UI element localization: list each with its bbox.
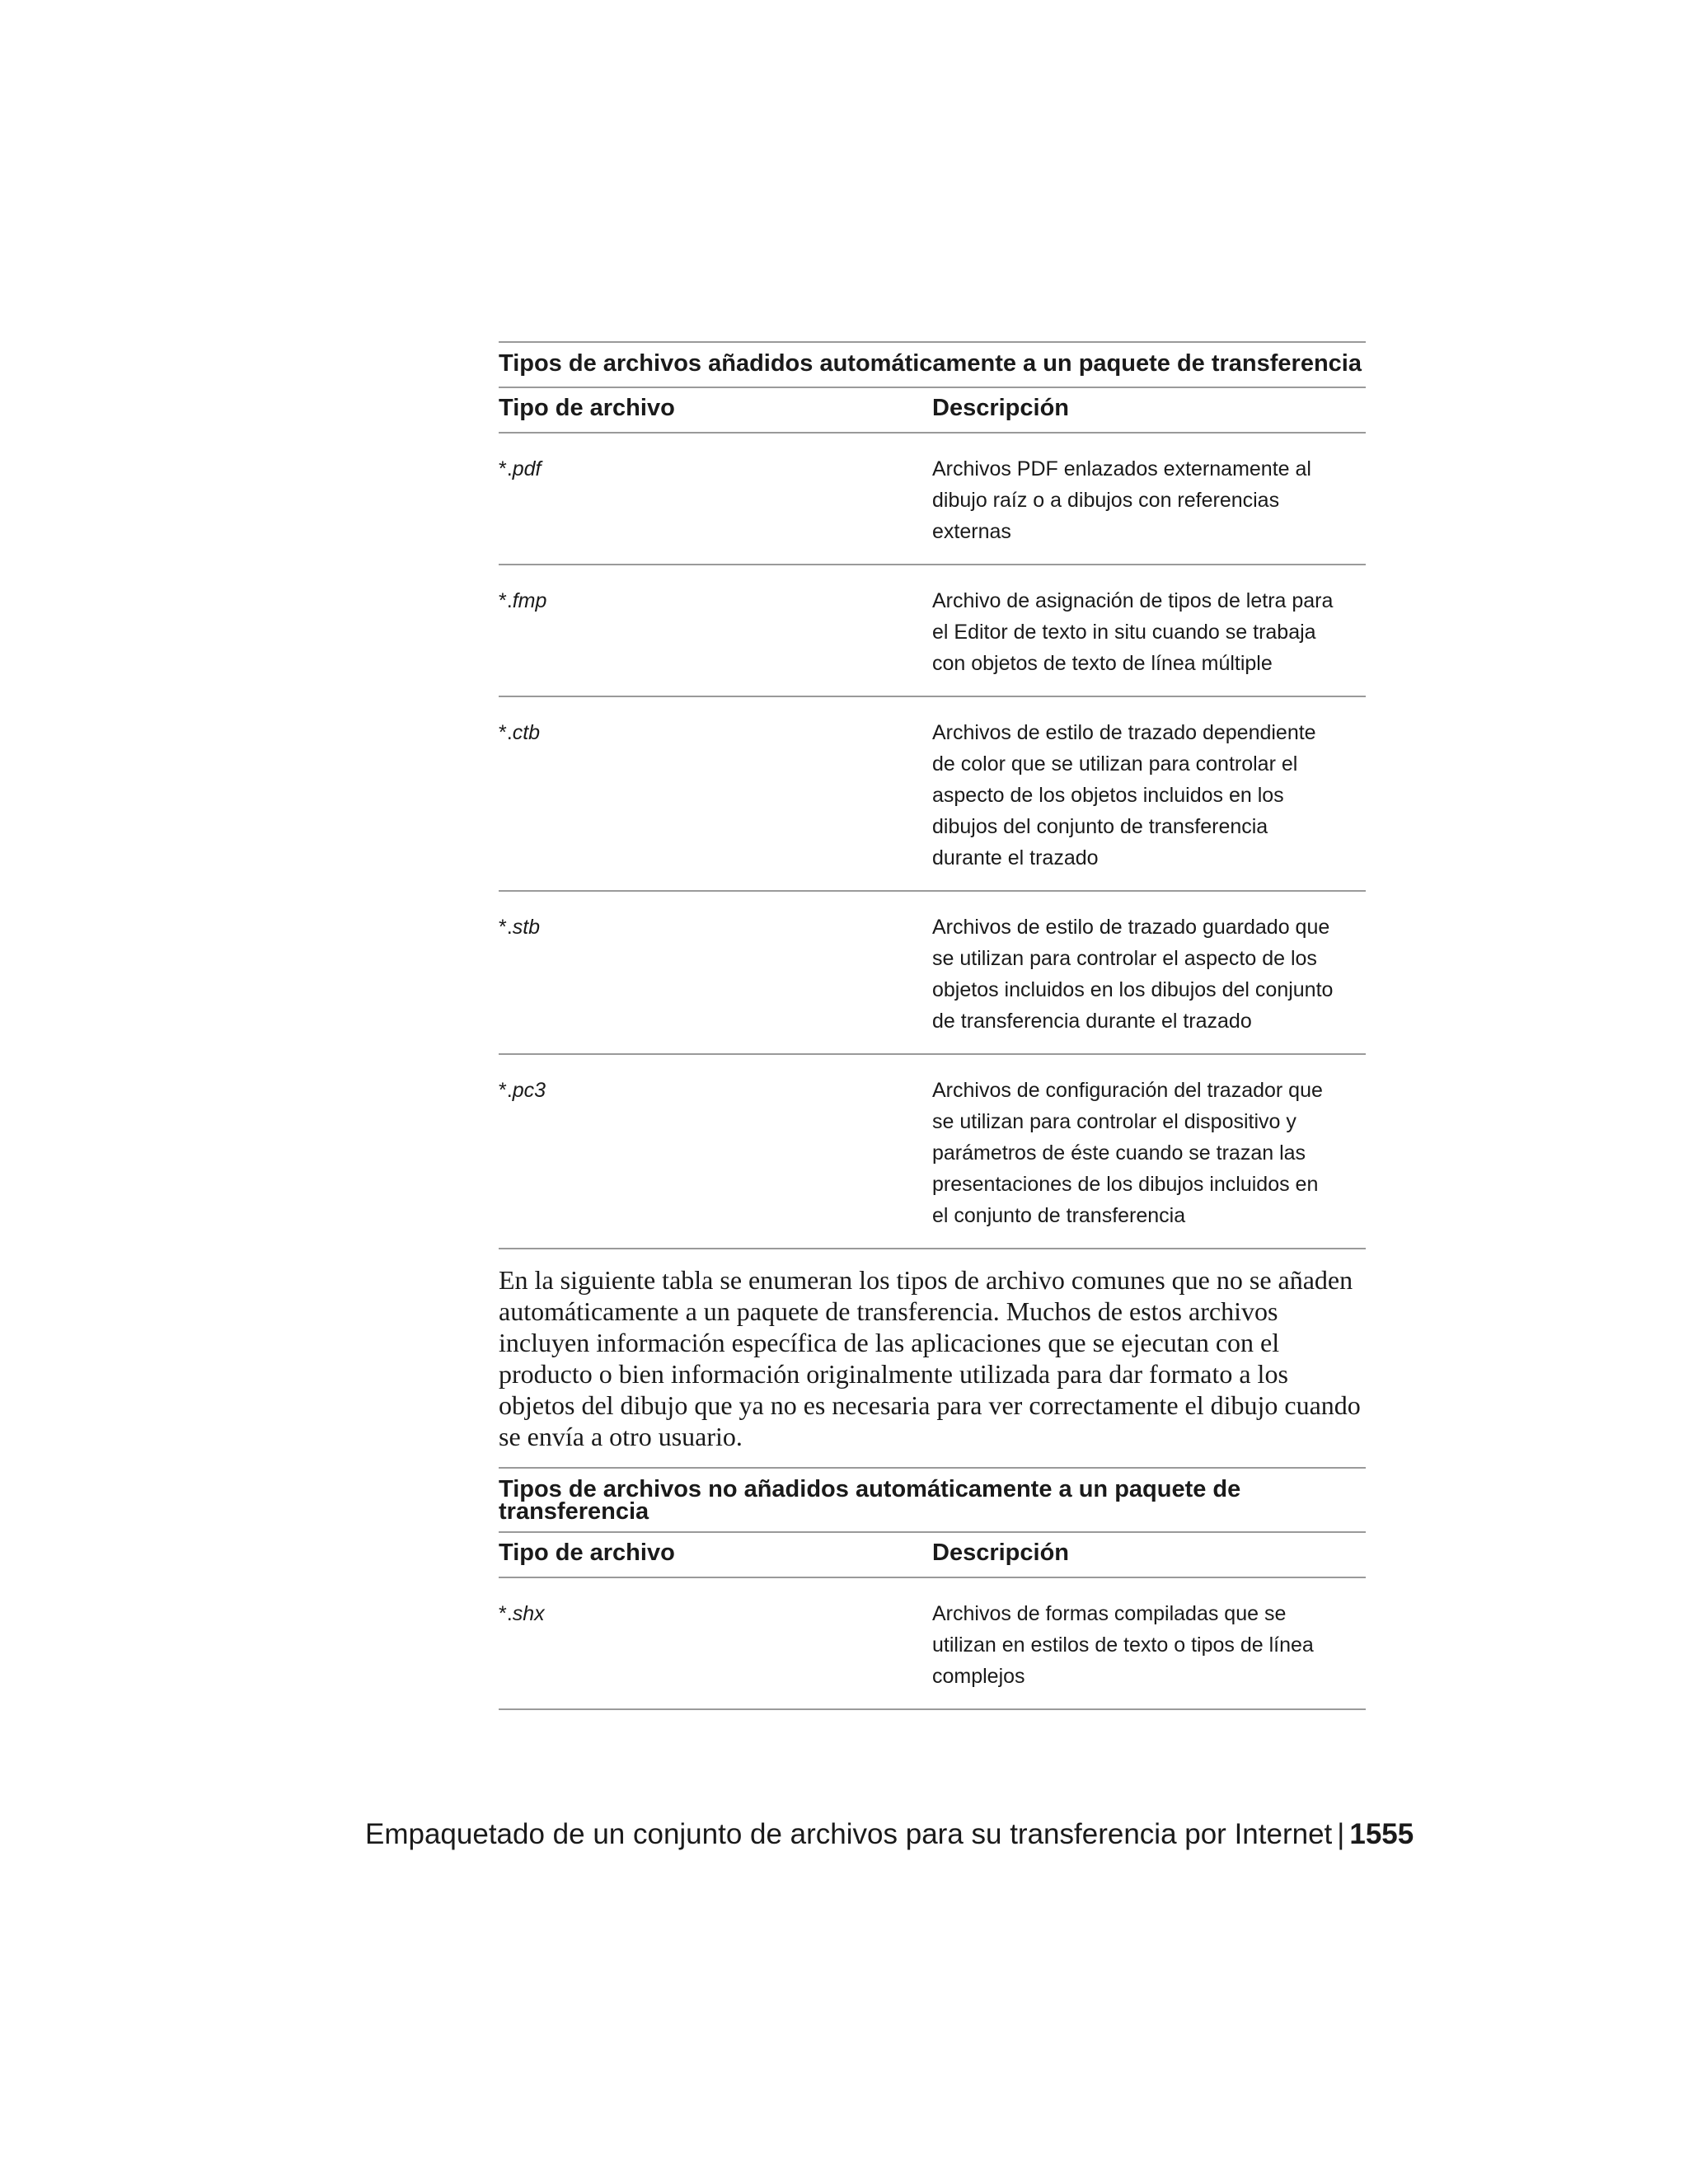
page-content	[499, 341, 1366, 1710]
table-caption: Tipos de archivos añadidos automáticamente a un paquete de transferencia	[499, 341, 1366, 388]
header-description: Descripción	[932, 1540, 1069, 1566]
description-cell: Archivos de estilo de trazado guardado que se utilizan para controlar el aspecto de los objetos incluidos en los dibujos del conjunto de transferencia durante el trazado	[932, 916, 1334, 1033]
not-added-files-table	[499, 1467, 1366, 1710]
header-description: Descripción	[932, 395, 1069, 421]
table-row	[499, 565, 1366, 697]
page-number: 1555	[1349, 1818, 1414, 1850]
file-type-cell: *.stb	[499, 916, 541, 939]
auto-added-files-table	[499, 341, 1366, 1249]
table-header-row	[499, 1533, 1366, 1578]
file-extension: stb	[512, 916, 541, 939]
table-row	[499, 697, 1366, 892]
table-caption: Tipos de archivos no añadidos automáticamente a un paquete de transferencia	[499, 1467, 1366, 1533]
file-type-cell: *.fmp	[499, 589, 547, 612]
file-extension: ctb	[512, 721, 541, 744]
description-cell: Archivos de estilo de trazado dependiente de color que se utilizan para controlar el aspecto de los objetos incluidos en los dibujos del conjunto de transferencia durante el trazado	[932, 721, 1316, 869]
body-paragraph: En la siguiente tabla se enumeran los tipos de archivo comunes que no se añaden automáticamente a un paquete de transferencia. Muchos de estos archivos incluyen información específica de las aplicaciones que se ejecutan con el producto o bien información originalmente utilizada para dar formato a los objetos del dibujo que ya no es necesaria para ver correctamente el dibujo cuando se envía a otro usuario.	[499, 1265, 1361, 1451]
table-row	[499, 434, 1366, 565]
header-file-type: Tipo de archivo	[499, 395, 675, 421]
table-header-row	[499, 388, 1366, 434]
file-extension: fmp	[512, 589, 547, 612]
running-title: Empaquetado de un conjunto de archivos para su transferencia por Internet	[365, 1818, 1333, 1850]
file-type-cell: *.ctb	[499, 721, 541, 744]
header-file-type: Tipo de archivo	[499, 1540, 675, 1566]
description-cell: Archivos de formas compiladas que se utilizan en estilos de texto o tipos de línea complejos	[932, 1602, 1314, 1688]
file-extension: pdf	[512, 457, 542, 480]
file-type-cell: *.pdf	[499, 457, 542, 480]
table-row	[499, 892, 1366, 1055]
description-cell: Archivos PDF enlazados externamente al dibujo raíz o a dibujos con referencias externas	[932, 457, 1311, 543]
table-row	[499, 1578, 1366, 1710]
page-footer	[365, 1818, 1414, 1851]
table-row	[499, 1055, 1366, 1249]
file-type-cell: *.shx	[499, 1602, 545, 1625]
description-cell: Archivos de configuración del trazador que se utilizan para controlar el dispositivo y parámetros de éste cuando se trazan las presentaciones de los dibujos incluidos en el conjunto de transferencia	[932, 1079, 1323, 1227]
footer-separator: |	[1337, 1818, 1345, 1850]
description-cell: Archivo de asignación de tipos de letra para el Editor de texto in situ cuando se trabaja con objetos de texto de línea múltiple	[932, 589, 1334, 675]
file-extension: pc3	[512, 1079, 546, 1102]
file-type-cell: *.pc3	[499, 1079, 546, 1102]
file-extension: shx	[512, 1602, 545, 1625]
